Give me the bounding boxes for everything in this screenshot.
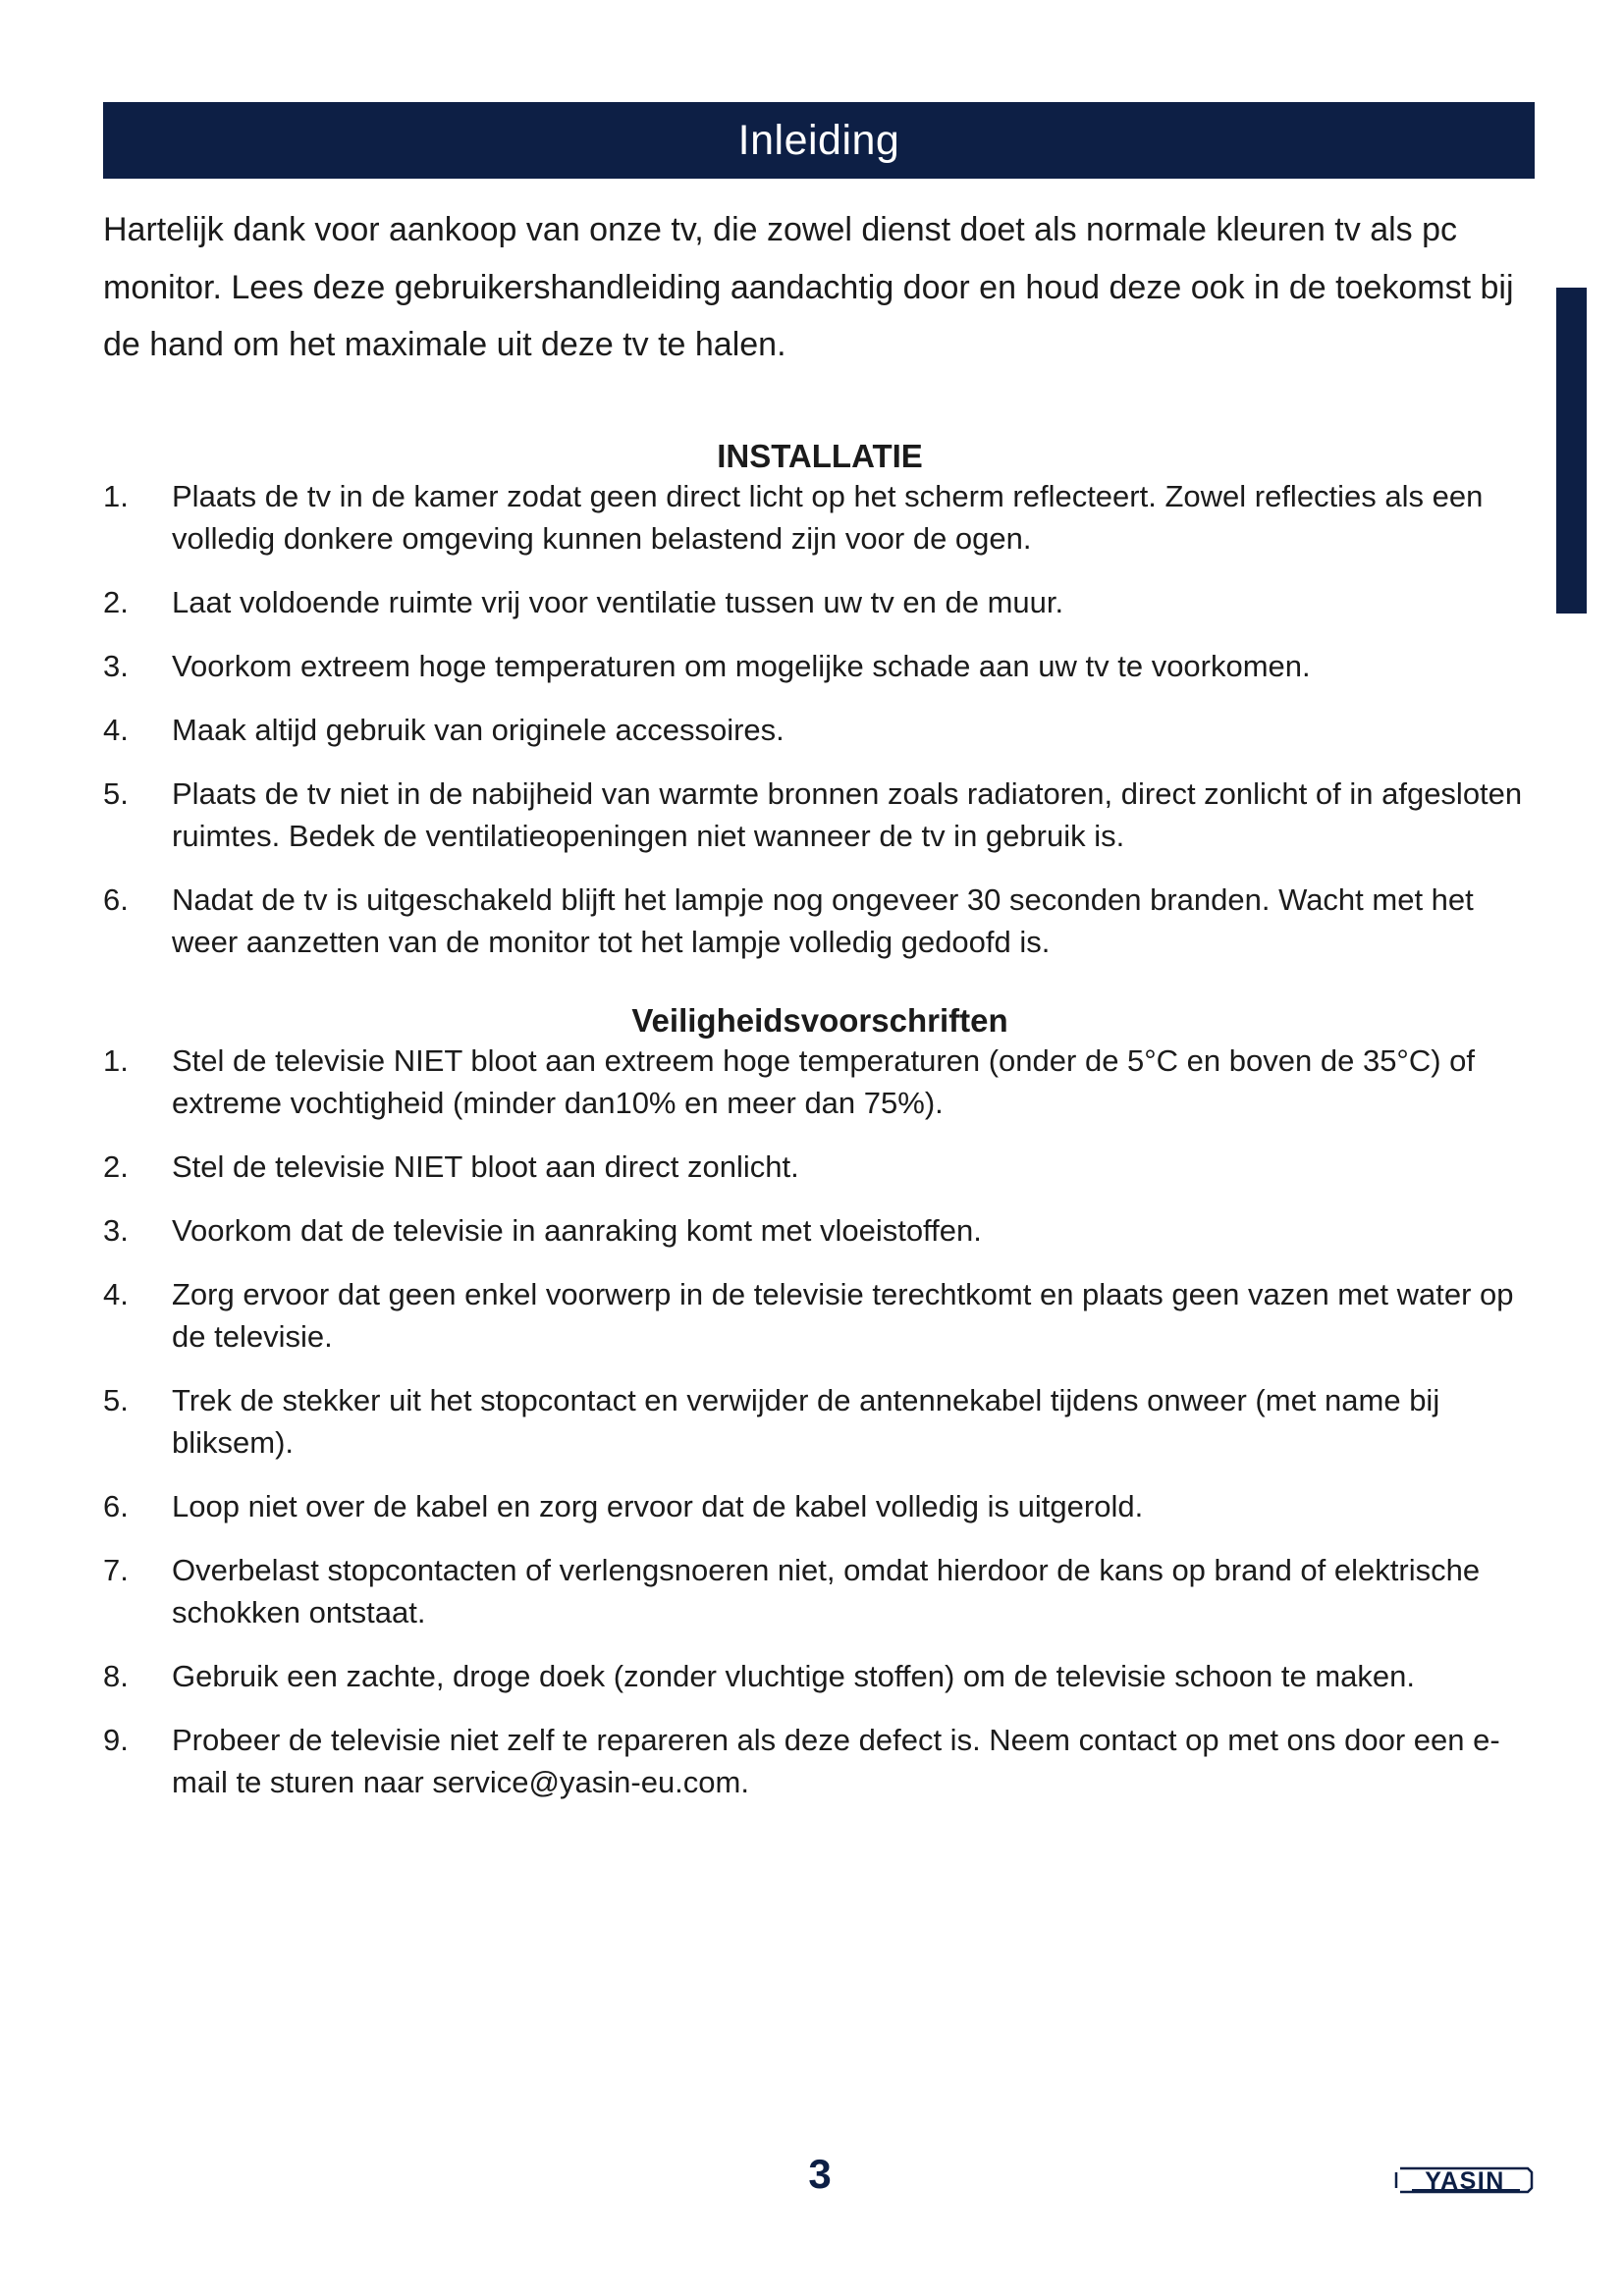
list-item-text: Loop niet over de kabel en zorg ervoor dat de kabel volledig is uitgerold. xyxy=(172,1489,1144,1523)
list-item xyxy=(103,1209,1537,1252)
list-item-number: 2. xyxy=(103,585,129,619)
list-item xyxy=(103,1040,1537,1124)
list-item-number: 4. xyxy=(103,1277,129,1311)
list-item xyxy=(103,475,1537,560)
list-item-text: Nadat de tv is uitgeschakeld blijft het lampje nog ongeveer 30 seconden branden. Wacht met het weer aanzetten van de monitor tot het lampje volledig gedoofd is. xyxy=(172,882,1474,959)
list-item-text: Maak altijd gebruik van originele accessoires. xyxy=(172,713,785,747)
list-item xyxy=(103,1146,1537,1188)
veiligheid-list xyxy=(103,1040,1537,1825)
list-item-text: Plaats de tv niet in de nabijheid van warmte bronnen zoals radiatoren, direct zonlicht of in afgesloten ruimtes. Bedek de ventilatieopeningen niet wanneer de tv in gebruik is. xyxy=(172,776,1523,853)
list-item-text: Trek de stekker uit het stopcontact en verwijder de antennekabel tijdens onweer (met name bij bliksem). xyxy=(172,1383,1440,1460)
list-item-number: 5. xyxy=(103,776,129,811)
side-tab-marker xyxy=(1556,288,1587,614)
list-item-number: 6. xyxy=(103,882,129,917)
list-item-text: Voorkom extreem hoge temperaturen om mogelijke schade aan uw tv te voorkomen. xyxy=(172,649,1311,683)
list-item-text: Probeer de televisie niet zelf te repareren als deze defect is. Neem contact op met ons door een e-mail te sturen naar service@yasin-eu.com. xyxy=(172,1723,1500,1799)
list-item-text: Laat voldoende ruimte vrij voor ventilatie tussen uw tv en de muur. xyxy=(172,585,1064,619)
veiligheid-heading: Veiligheidsvoorschriften xyxy=(631,1002,1008,1039)
list-item xyxy=(103,1485,1537,1527)
section-header-title: Inleiding xyxy=(737,116,900,164)
list-item-text: Gebruik een zachte, droge doek (zonder vluchtige stoffen) om de televisie schoon te maken. xyxy=(172,1659,1415,1693)
installatie-heading: INSTALLATIE xyxy=(717,438,923,474)
list-item xyxy=(103,709,1537,751)
list-item-text: Voorkom dat de televisie in aanraking komt met vloeistoffen. xyxy=(172,1213,982,1248)
list-item-number: 1. xyxy=(103,479,129,513)
list-item-number: 1. xyxy=(103,1043,129,1078)
list-item-number: 6. xyxy=(103,1489,129,1523)
list-item-number: 8. xyxy=(103,1659,129,1693)
yasin-logo-icon xyxy=(1394,2163,1538,2198)
list-item xyxy=(103,773,1537,857)
list-item-text: Zorg ervoor dat geen enkel voorwerp in de televisie terechtkomt en plaats geen vazen met water op de televisie. xyxy=(172,1277,1514,1354)
list-item xyxy=(103,1655,1537,1697)
list-item xyxy=(103,1379,1537,1464)
list-item xyxy=(103,1719,1537,1803)
brand-name: YASIN xyxy=(1425,2167,1505,2195)
list-item-text: Stel de televisie NIET bloot aan extreem hoge temperaturen (onder de 5°C en boven de 35°C) of extreme vochtigheid (minder dan10% en meer dan 75%). xyxy=(172,1043,1476,1120)
list-item xyxy=(103,1273,1537,1358)
list-item xyxy=(103,645,1537,687)
list-item xyxy=(103,1549,1537,1633)
list-item-text: Overbelast stopcontacten of verlengsnoeren niet, omdat hierdoor de kans op brand of elektrische schokken ontstaat. xyxy=(172,1553,1481,1629)
list-item-number: 9. xyxy=(103,1723,129,1757)
list-item xyxy=(103,581,1537,623)
list-item-text: Stel de televisie NIET bloot aan direct zonlicht. xyxy=(172,1149,799,1184)
intro-paragraph: Hartelijk dank voor aankoop van onze tv, die zowel dienst doet als normale kleuren tv als pc monitor. Lees deze gebruikershandleiding aandachtig door en houd deze ook in de toekomst bij de hand om het maximale uit deze tv te halen. xyxy=(103,211,1514,363)
list-item-text: Plaats de tv in de kamer zodat geen direct licht op het scherm reflecteert. Zowel reflecties als een volledig donkere omgeving kunnen belastend zijn voor de ogen. xyxy=(172,479,1484,556)
list-item-number: 3. xyxy=(103,649,129,683)
list-item-number: 7. xyxy=(103,1553,129,1587)
list-item-number: 2. xyxy=(103,1149,129,1184)
list-item xyxy=(103,879,1537,963)
list-item-number: 4. xyxy=(103,713,129,747)
page-number: 3 xyxy=(808,2151,832,2197)
list-item-number: 3. xyxy=(103,1213,129,1248)
installatie-list xyxy=(103,475,1537,985)
list-item-number: 5. xyxy=(103,1383,129,1417)
section-header-bar xyxy=(103,102,1535,179)
